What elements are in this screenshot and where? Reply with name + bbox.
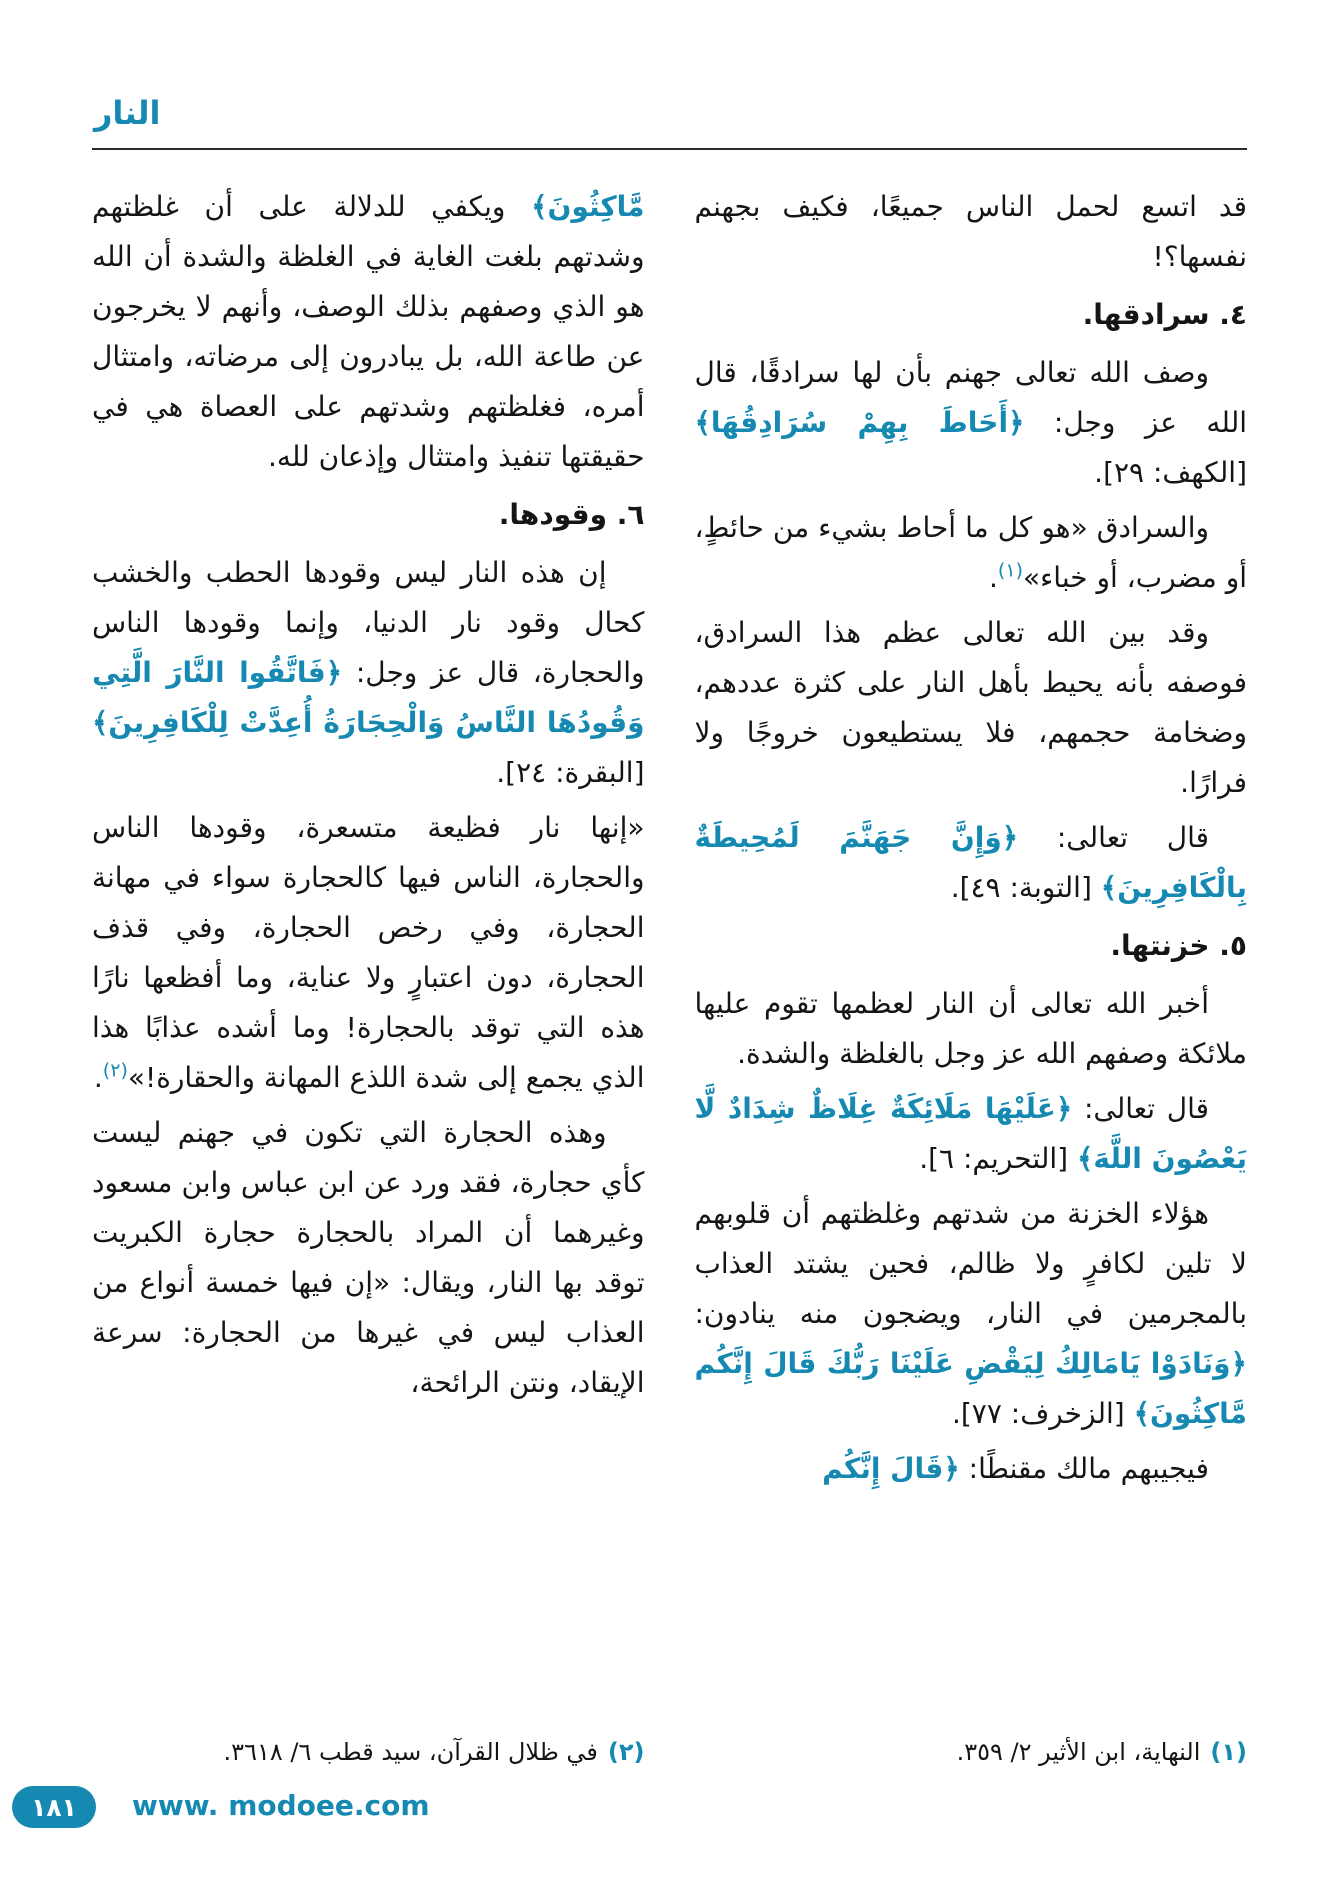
paragraph (695, 1084, 1248, 1184)
quran-verse: ﴿فَاتَّقُوا النَّارَ الَّتِي وَقُودُهَا النَّاسُ وَالْحِجَارَةُ أُعِدَّتْ لِلْكَافِرِينَ﴾ (92, 656, 645, 739)
page-number: ١٨١ (31, 1792, 77, 1822)
quran-verse: مَّاكِثُونَ﴾ (531, 190, 645, 223)
verse-reference: [التوبة: ٤٩]. (950, 871, 1101, 904)
body-text-run: ٥. خزنتها. (1110, 929, 1247, 962)
website-text: www. modoee.com (132, 1789, 430, 1822)
section-heading (695, 290, 1248, 340)
footnote-2 (92, 1734, 645, 1770)
body-text-run: «إنها نار فظيعة متسعرة، وقودها الناس والحجارة، الناس فيها كالحجارة سواء في مهانة الحجارة، وفي رخص الحجارة، وفي قذف الحجارة، دون اعتبارٍ ولا عناية، وما أفظعها نارًا هذه التي توقد بالحجارة! وما أشده عذابًا هذا الذي يجمع إلى شدة اللذع المهانة والحقارة!» (92, 811, 645, 1094)
body-text-run: هؤلاء الخزنة من شدتهم وغلظتهم أن قلوبهم لا تلين لكافرٍ ولا ظالم، فحين يشتد العذاب بالمجرمين في النار، ويضجون منه ينادون: (694, 1197, 1247, 1330)
quran-verse: ﴿وَنَادَوْا يَامَالِكُ لِيَقْضِ عَلَيْنَا رَبُّكَ قَالَ إِنَّكُم مَّاكِثُونَ﴾ (694, 1347, 1247, 1430)
body-text-run: وقد بين الله تعالى عظم هذا السرادق، فوصفه بأنه يحيط بأهل النار على كثرة عددهم، وضخامة حجمهم، فلا يستطيعون خروجًا ولا فرارًا. (694, 616, 1247, 799)
paragraph (695, 1189, 1248, 1439)
footnote-marker: (١) (1210, 1738, 1247, 1766)
paragraph (695, 813, 1248, 913)
paragraph (695, 348, 1248, 498)
header-rule (92, 148, 1247, 150)
body-text-run: فيجيبهم مالك مقنطًا: (959, 1452, 1209, 1485)
body-text-run: قد اتسع لحمل الناس جميعًا، فكيف بجهنم نفسها؟! (694, 190, 1247, 273)
text-columns (92, 182, 1247, 1722)
body-text-run: والسرادق «هو كل ما أحاط بشيء من حائطٍ، أو مضرب، أو خباء» (694, 511, 1247, 594)
footnote-ref-marker: (٢) (102, 1059, 128, 1082)
footnote-text: النهاية، ابن الأثير ٢/ ٣٥٩. (956, 1738, 1201, 1766)
paragraph (695, 503, 1248, 603)
page-header-title: النار (94, 94, 161, 132)
paragraph (695, 979, 1248, 1079)
paragraph (695, 608, 1248, 808)
body-text-run: ويكفي للدلالة على أن غلظتهم وشدتهم بلغت الغاية في الغلظة والشدة أن الله هو الذي وصفهم بذلك الوصف، وأنهم لا يخرجون عن طاعة الله، بل يبادرون إلى مرضاته، وامتثال أمره، فغلظتهم وشدتهم على العصاة هي في حقيقتها تنفيذ وامتثال وإذعان لله. (92, 190, 645, 473)
verse-reference: [التحريم: ٦]. (919, 1142, 1077, 1175)
column-right (695, 182, 1248, 1722)
section-heading (695, 921, 1248, 971)
verse-reference: [البقرة: ٢٤]. (496, 756, 645, 789)
paragraph (695, 1444, 1248, 1494)
body-text-run: ٤. سرادقها. (1082, 298, 1247, 331)
body-text-run: ٦. وقودها. (498, 498, 645, 531)
quran-verse: ﴿وَإِنَّ جَهَنَّمَ لَمُحِيطَةٌ بِالْكَافِرِينَ﴾ (694, 821, 1247, 904)
body-text-run: . (93, 1061, 103, 1094)
paragraph (92, 803, 645, 1103)
body-text-run: إن هذه النار ليس وقودها الحطب والخشب كحال وقود نار الدنيا، وإنما وقودها الناس والحجارة، قال عز وجل: (92, 556, 645, 689)
page-number-badge (12, 1786, 96, 1828)
body-text-run: وهذه الحجارة التي تكون في جهنم ليست كأي حجارة، فقد ورد عن ابن عباس وابن مسعود وغيرهما أن المراد بالحجارة حجارة الكبريت توقد بها النار، ويقال: «إن فيها خمسة أنواع من العذاب ليس في غيرها من الحجارة: سرعة الإيقاد، ونتن الرائحة، (92, 1116, 645, 1399)
quran-verse: ﴿قَالَ إِنَّكُم (822, 1452, 960, 1485)
body-text-run: وصف الله تعالى جهنم بأن لها سرادقًا، قال الله عز وجل: (694, 356, 1247, 439)
quran-verse: ﴿أَحَاطَ بِهِمْ سُرَادِقُهَا﴾ (694, 406, 1025, 439)
paragraph (695, 182, 1248, 282)
footnote-ref-marker: (١) (997, 559, 1023, 582)
quran-verse: ﴿عَلَيْهَا مَلَائِكَةٌ غِلَاظٌ شِدَادٌ لَّا يَعْصُونَ اللَّهَ﴾ (694, 1092, 1247, 1175)
paragraph (92, 182, 645, 482)
column-left (92, 182, 645, 1722)
footnote-text: في ظلال القرآن، سيد قطب ٦/ ٣٦١٨. (223, 1738, 598, 1766)
footnotes (92, 1734, 1247, 1770)
verse-reference: [الزخرف: ٧٧]. (951, 1397, 1134, 1430)
body-text-run: أخبر الله تعالى أن النار لعظمها تقوم عليها ملائكة وصفهم الله عز وجل بالغلظة والشدة. (694, 987, 1247, 1070)
body-text-run: . (989, 561, 998, 594)
section-heading (92, 490, 645, 540)
footnote-marker: (٢) (607, 1738, 645, 1766)
body-text-run: قال تعالى: (1072, 1092, 1209, 1125)
body-text-run: قال تعالى: (1018, 821, 1209, 854)
paragraph (92, 1108, 645, 1408)
footnote-1 (695, 1734, 1248, 1770)
verse-reference: [الكهف: ٢٩]. (1094, 456, 1247, 489)
paragraph (92, 548, 645, 798)
